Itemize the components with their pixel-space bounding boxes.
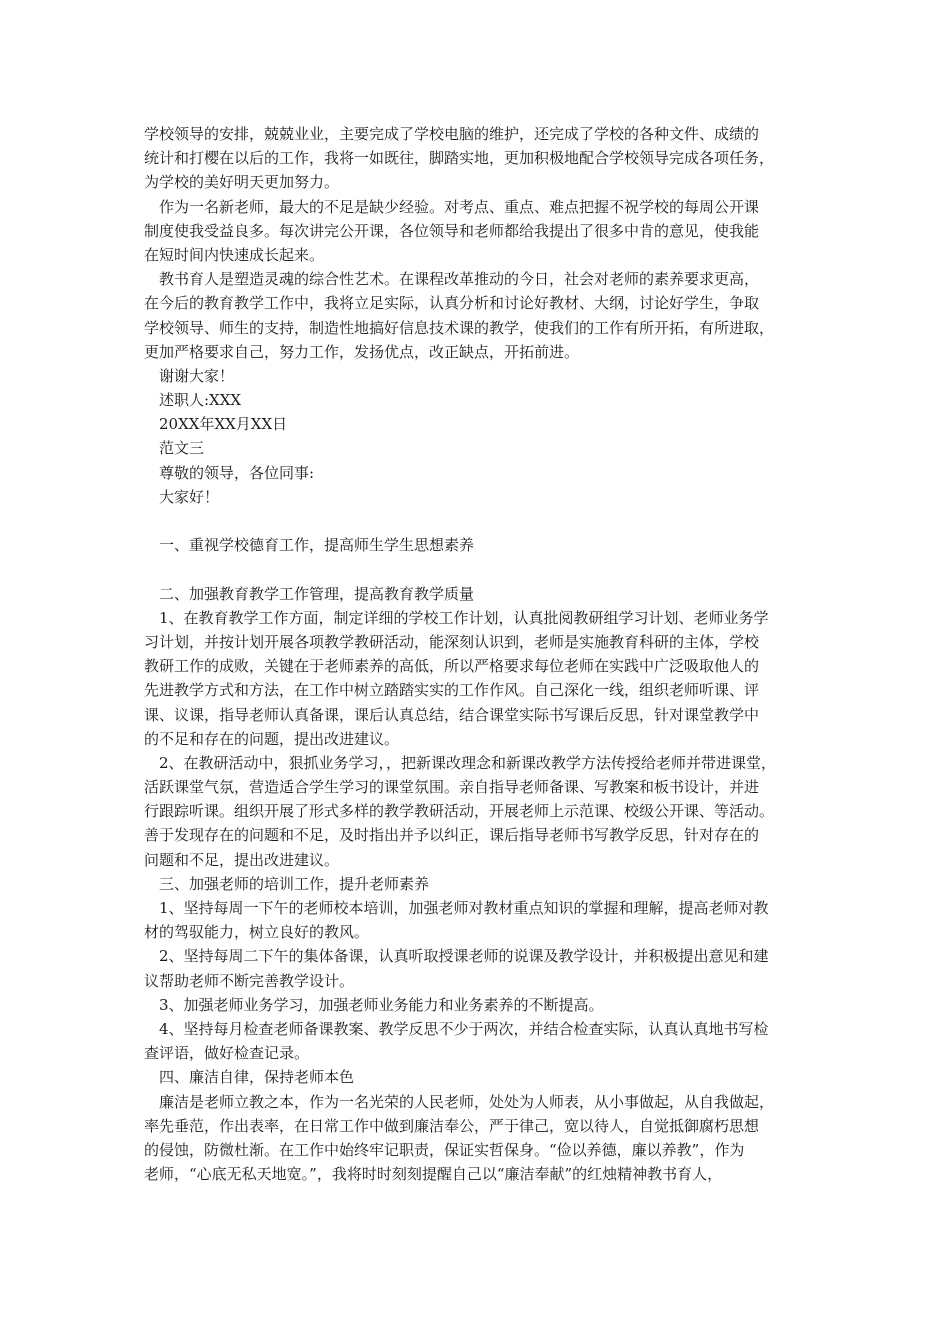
text-line: 20XX年XX月XX日: [159, 415, 288, 434]
text-line: 老师，“心底无私天地宽。”，我将时时刻刻提醒自己以“廉洁奉献”的红烛精神教书育人，: [144, 1165, 723, 1184]
document-body: [144, 122, 814, 1186]
text-line: 在短时间内快速成长起来。: [144, 245, 325, 264]
text-line: 教书育人是塑造灵魂的综合性艺术。在课程改革推动的今日，社会对老师的素养要求更高，: [159, 270, 760, 289]
text-line: 善于发现存在的问题和不足，及时指出并予以纠正，课后指导老师书写教学反思，针对存在的: [144, 826, 760, 845]
text-line: 活跃课堂气氛，营造适合学生学习的课堂氛围。亲自指导老师备课、写教案和板书设计，并进: [144, 778, 760, 797]
text-line: 1、在教育教学工作方面，制定详细的学校工作计划，认真批阅教研组学习计划、老师业务学: [159, 608, 769, 627]
text-line: 3、加强老师业务学习，加强老师业务能力和业务素养的不断提高。: [159, 995, 604, 1014]
text-line: 教研工作的成败，关键在于老师素养的高低，所以严格要求每位老师在实践中广泛吸取他人的: [144, 657, 760, 676]
text-line: 更加严格要求自己，努力工作，发扬优点，改正缺点，开拓前进。: [144, 342, 580, 361]
text-line: 行跟踪听课。组织开展了形式多样的教学教研活动，开展老师上示范课、校级公开课、等活动。: [144, 802, 775, 821]
text-line: 作为一名新老师，最大的不足是缺少经验。对考点、重点、难点把握不祝学校的每周公开课: [159, 197, 760, 216]
text-line: 为学校的美好明天更加努力。: [144, 173, 340, 192]
text-line: 课、议课，指导老师认真备课，课后认真总结，结合课堂实际书写课后反思，针对课堂教学中: [144, 705, 760, 724]
text-line: 廉洁是老师立教之本，作为一名光荣的人民老师，处处为人师表，从小事做起，从自我做起，: [159, 1092, 775, 1111]
text-line: 三、加强老师的培训工作，提升老师素养: [159, 874, 430, 893]
text-line: 述职人:XXX: [159, 391, 242, 410]
text-line: 尊敬的领导，各位同事:: [159, 463, 315, 482]
text-line: 2、坚持每周二下午的集体备课，认真听取授课老师的说课及教学设计，并积极提出意见和建: [159, 947, 769, 966]
text-line: 学校领导的安排，兢兢业业，主要完成了学校电脑的维护，还完成了学校的各种文件、成绩的: [144, 125, 760, 143]
text-line: 问题和不足，提出改进建议。: [144, 850, 340, 869]
text-line: 统计和打樱在以后的工作，我将一如既往，脚踏实地，更加积极地配合学校领导完成各项任务，: [144, 149, 775, 168]
text-line: 4、坚持每月检查老师备课教案、教学反思不少于两次，并结合检查实际，认真认真地书写检: [159, 1019, 769, 1038]
blank-line: [144, 557, 814, 581]
blank-line: [144, 509, 814, 533]
text-line: 材的驾驭能力，树立良好的教风。: [144, 923, 370, 942]
text-line: 查评语，做好检查记录。: [144, 1044, 310, 1063]
text-line: 先进教学方式和方法，在工作中树立踏踏实实的工作作风。自己深化一线，组织老师听课、评: [144, 681, 760, 700]
text-line: 学校领导、师生的支持，制造性地搞好信息技术课的教学，使我们的工作有所开拓，有所进取，: [144, 318, 775, 337]
text-line: 大家好！: [159, 487, 220, 506]
text-line: 1、坚持每周一下午的老师校本培训，加强老师对教材重点知识的掌握和理解，提高老师对教: [159, 899, 769, 917]
text-line: 议帮助老师不断完善教学设计。: [144, 971, 355, 990]
text-line: 一、重视学校德育工作，提高师生学生思想素养: [159, 536, 475, 555]
text-line: 的侵蚀，防微杜渐。在工作中始终牢记职责，保证实哲保身。“俭以养德，廉以养教”，作为: [144, 1140, 745, 1159]
text-line: 在今后的教育教学工作中，我将立足实际，认真分析和讨论好教材、大纲，讨论好学生，争取: [144, 294, 760, 313]
text-line: 率先垂范，作出表率，在日常工作中做到廉洁奉公，严于律己，宽以待人，自觉抵御腐朽思想: [144, 1116, 760, 1135]
text-line: 2、在教研活动中，狠抓业务学习，，把新课改理念和新课改教学方法传授给老师并带进课堂，: [159, 753, 777, 772]
text-line: 的不足和存在的问题，提出改进建议。: [144, 729, 400, 748]
text-line: 范文三: [159, 439, 205, 458]
text-line: 制度使我受益良多。每次讲完公开课，各位领导和老师都给我提出了很多中肯的意见，使我能: [144, 221, 760, 240]
text-line: 二、加强教育教学工作管理，提高教育教学质量: [159, 584, 475, 603]
text-line: 四、廉洁自律，保持老师本色: [159, 1068, 355, 1087]
text-line: 谢谢大家！: [159, 366, 235, 385]
text-line: 习计划，并按计划开展各项教学教研活动，能深刻认识到，老师是实施教育科研的主体，学校: [144, 632, 760, 651]
